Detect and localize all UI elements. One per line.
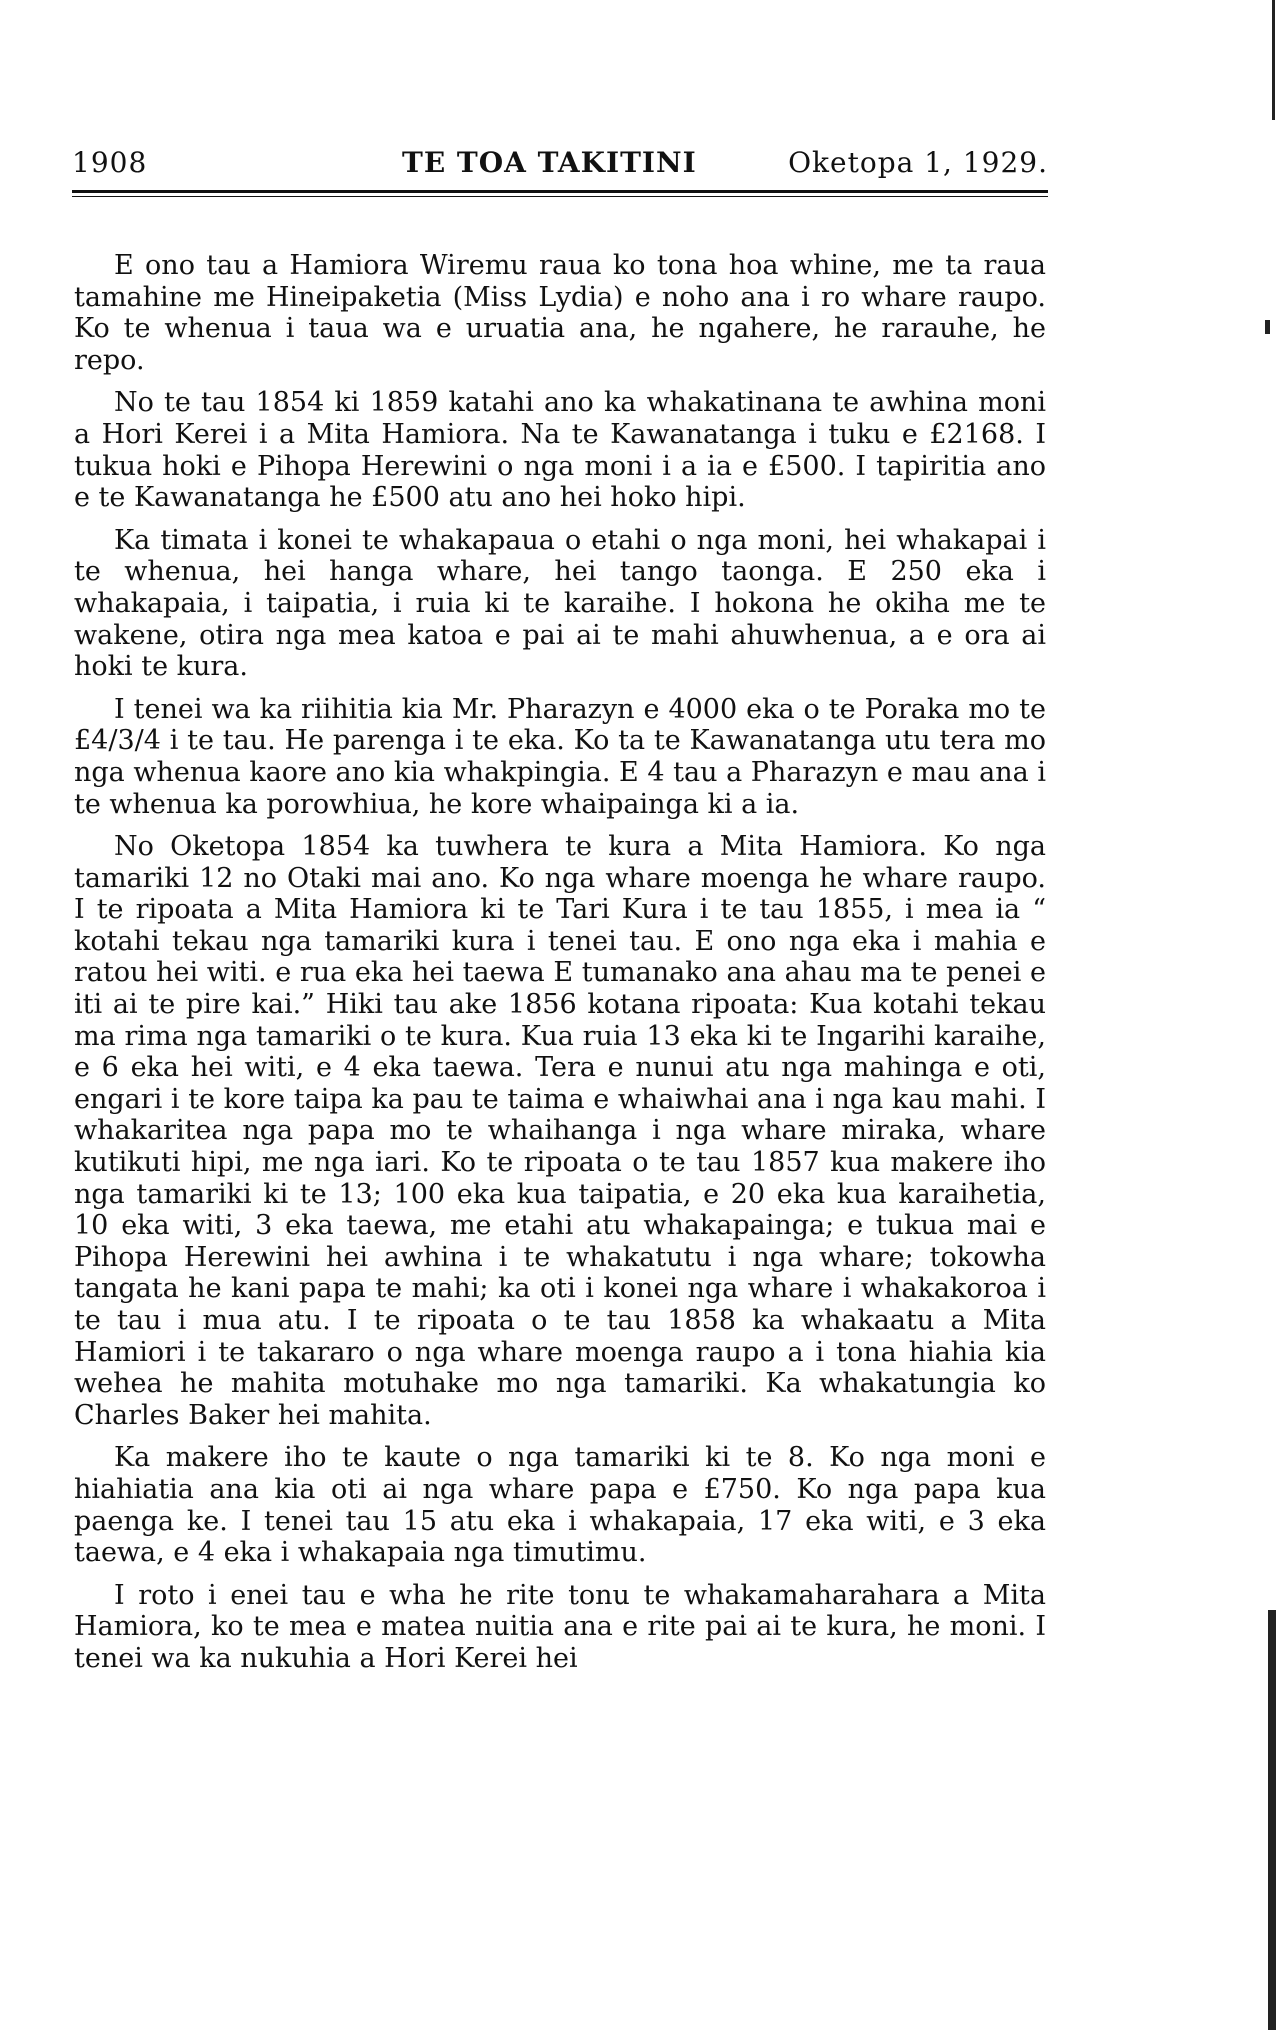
paragraph-5: No Oketopa 1854 ka tuwhera te kura a Mita Hamiora. Ko nga tamariki 12 no Otaki mai ano. Ko nga whare moenga he whare raupo. I te ripoata a Mita Hamiora ki te Tari Kura i te tau 1855, i mea ia “ kotahi tekau nga tamariki kura i tenei tau. E ono nga eka i mahia e ratou hei witi. e rua eka hei taewa E tumanako ana ahau ma te penei e iti ai te pire kai.” Hiki tau ake 1856 kotana ripoata: Kua kotahi tekau ma rima nga tamariki o te kura. Kua ruia 13 eka ki te Ingarihi karaihe, e 6 eka hei witi, e 4 eka taewa. Tera e nunui atu nga mahinga e oti, engari i te kore taipa ka pau te taima e whaiwhai ana i nga kau mahi. I whakaritea nga papa mo te whaihanga i nga whare miraka, whare kutikuti hipi, me nga iari. Ko te ripoata o te tau 1857 kua makere iho nga tamariki ki te 13; 100 eka kua taipatia, e 20 eka kua karaihetia, 10 eka witi, 3 eka taewa, me etahi atu whakapainga; e tukua mai e Pihopa Herewini hei awhina i te whakatutu i nga whare; tokowha tangata he kani papa te mahi; ka oti i konei nga whare i whakakoroa i te tau i mua atu. I te ripoata o te tau 1858 ka whakaatu a Mita Hamiori i te takararo o nga whare moenga raupo a i tona hiahia kia wehea he mahita motuhake mo nga tamariki. Ka whakatungia ko Charles Baker hei mahita. xyxy=(74,831,1046,1431)
page-header xyxy=(72,146,1048,186)
paragraph-7: I roto i enei tau e wha he rite tonu te whakamaharahara a Mita Hamiora, ko te mea e matea nuitia ana e rite pai ai te kura, he moni. I tenei wa ka nukuhia a Hori Kerei hei xyxy=(74,1579,1046,1674)
issue-date: Oketopa 1, 1929. xyxy=(788,146,1048,179)
paragraph-3: Ka timata i konei te whakapaua o etahi o nga moni, hei whakapai i te whenua, hei hanga whare, hei tango taonga. E 250 eka i whakapaia, i taipatia, i ruia ki te karaihe. I hokona he okiha me te wakene, otira nga mea katoa e pai ai te mahi ahuwhenua, a e ora ai hoki te kura. xyxy=(74,524,1046,683)
publication-title: TE TOA TAKITINI xyxy=(402,146,697,179)
scan-edge-mark-middle xyxy=(1265,320,1270,334)
page-number: 1908 xyxy=(72,146,148,179)
scan-edge-mark-bottom xyxy=(1268,1610,1276,2030)
article-body xyxy=(74,250,1046,1686)
paragraph-6: Ka makere iho te kaute o nga tamariki ki te 8. Ko nga moni e hiahiatia ana kia oti ai nga whare papa e £750. Ko nga papa kua paenga ke. I tenei tau 15 atu eka i whakapaia, 17 eka witi, e 3 eka taewa, e 4 eka i whakapaia nga timutimu. xyxy=(74,1442,1046,1569)
scan-edge-mark-top xyxy=(1272,0,1275,120)
paragraph-2: No te tau 1854 ki 1859 katahi ano ka whakatinana te awhina moni a Hori Kerei i a Mita Hamiora. Na te Kawanatanga i tuku e £2168. I tukua hoki e Pihopa Herewini o nga moni i a ia e £500. I tapiritia ano e te Kawanatanga he £500 atu ano hei hoko hipi. xyxy=(74,387,1046,514)
paragraph-4: I tenei wa ka riihitia kia Mr. Pharazyn e 4000 eka o te Poraka mo te £4/3/4 i te tau. He parenga i te eka. Ko ta te Kawanatanga utu tera mo nga whenua kaore ano kia whakpingia. E 4 tau a Pharazyn e mau ana i te whenua ka porowhiua, he kore whaipainga ki a ia. xyxy=(74,693,1046,820)
header-rule-thin xyxy=(72,196,1048,197)
header-rule-thick xyxy=(72,190,1048,193)
paragraph-1: E ono tau a Hamiora Wiremu raua ko tona hoa whine, me ta raua tamahine me Hineipaketia (Miss Lydia) e noho ana i ro whare raupo. Ko te whenua i taua wa e uruatia ana, he ngahere, he rarauhe, he repo. xyxy=(74,250,1046,376)
